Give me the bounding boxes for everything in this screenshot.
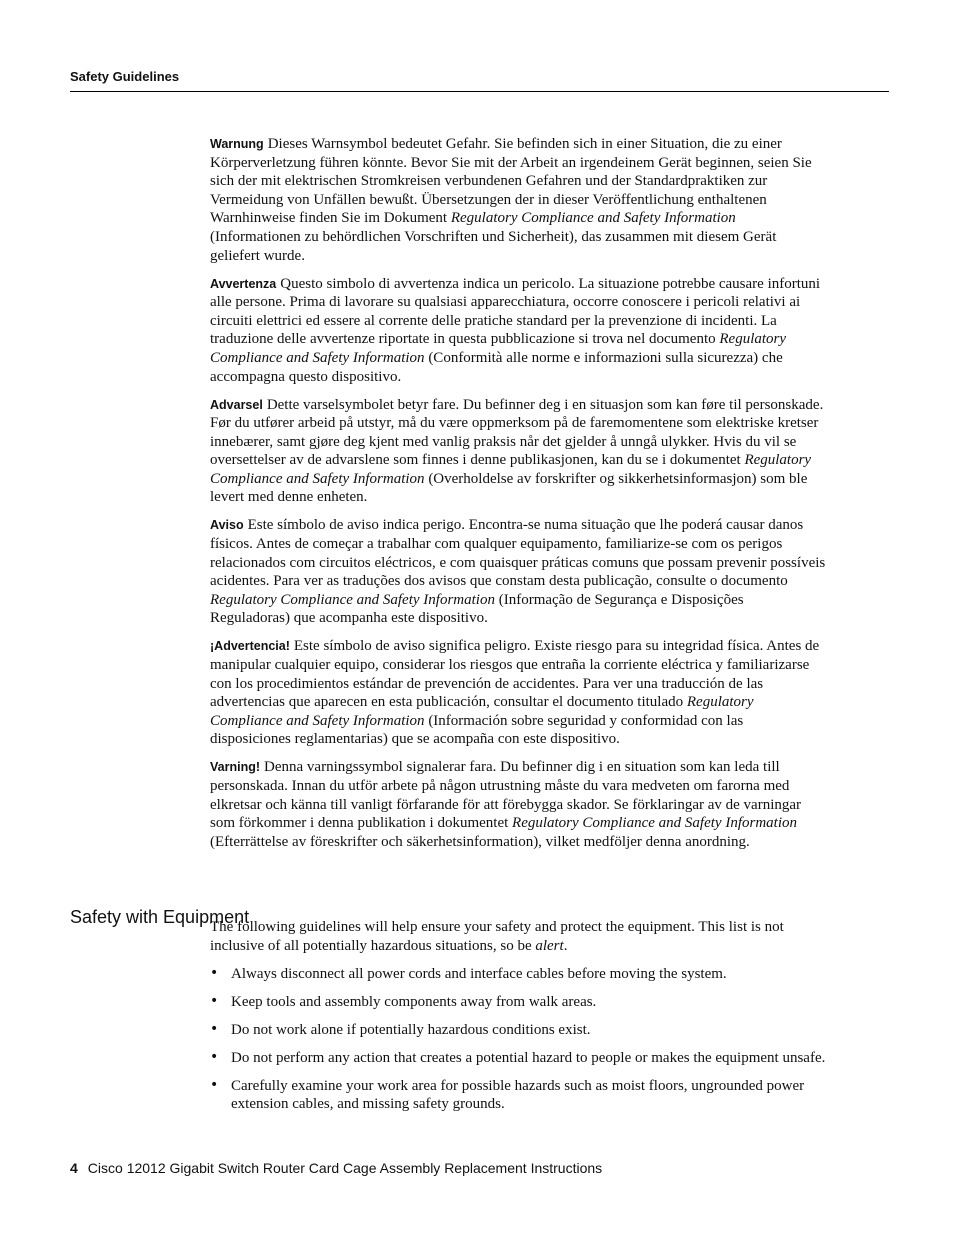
page-number: 4 xyxy=(70,1160,78,1176)
document-title: Regulatory Compliance and Safety Information xyxy=(450,210,736,227)
running-header: Safety Guidelines xyxy=(70,69,180,84)
document-title: Regulatory Compliance and Safety Information xyxy=(210,452,812,487)
document-title: Regulatory Compliance and Safety Information xyxy=(210,591,495,608)
list-item xyxy=(210,993,826,1012)
page-footer xyxy=(70,1160,602,1176)
list-item-text: Carefully examine your work area for possible hazards such as moist floors, ungrounded power extension cables, and missing safety grounds. xyxy=(231,1077,805,1113)
document-title: Regulatory Compliance and Safety Information xyxy=(210,694,754,729)
section-heading: Safety with Equipment xyxy=(70,906,250,927)
warning-text: Este símbolo de aviso significa peligro. Existe riesgo para su integridad física. Antes de manipular cualquier equipo, considerar los riesgos que entraña la corriente eléctrica y familiarizarse con los procedimientos estándar de prevención de accidentes. Para ver una traducción de las advertencias que aparecen en esta publicación, consultar el documento titulado xyxy=(210,638,820,711)
warning-label: Advarsel xyxy=(210,397,263,412)
warning-text: Dieses Warnsymbol bedeutet Gefahr. Sie befinden sich in einer Situation, die zu einer Körperverletzung führen könnte. Bevor Sie mit der Arbeit an irgendeinem Gerät beginnen, seien Sie sich der mit elektrischen Stromkreisen verbundenen Gefahren und der Standardpraktiken zur Vermeidung von Unfällen bewußt. Übersetzungen der in dieser Veröffentlichung enthaltenen Warnhinweise finden Sie im Dokument xyxy=(210,136,812,227)
list-item-text: Do not perform any action that creates a potential hazard to people or makes the equipment unsafe. xyxy=(231,1049,826,1066)
warning-italian xyxy=(210,275,826,387)
warning-label: Avvertenza xyxy=(210,276,277,291)
list-item xyxy=(210,1049,826,1068)
safety-bullet-list xyxy=(210,965,826,1114)
warning-text: (Información sobre seguridad y conformidad con las disposiciones reglamentarias) que se acompaña con este dispositivo. xyxy=(210,712,744,748)
list-item xyxy=(210,1077,826,1114)
warning-text: Questo simbolo di avvertenza indica un pericolo. La situazione potrebbe causare infortuni alle persone. Prima di lavorare su qualsiasi apparecchiatura, occorre conoscere i pericoli relativi ai circuiti elettrici ed essere al corrente delle pratiche standard per la prevenzione di incidenti. La traduzione delle avvertenze riportate in questa pubblicazione si trova nel documento xyxy=(210,275,821,348)
warning-label: ¡Advertencia! xyxy=(210,639,290,654)
document-title: Regulatory Compliance and Safety Information xyxy=(210,331,787,366)
bullet-icon: • xyxy=(210,1076,219,1093)
intro-emphasis: alert xyxy=(535,937,564,954)
bullet-icon: • xyxy=(210,992,219,1009)
warning-portuguese xyxy=(210,516,826,628)
list-item xyxy=(210,1021,826,1040)
bullet-icon: • xyxy=(210,964,219,981)
warning-text: (Overholdelse av forskrifter og sikkerhetsinformasjon) som ble levert med denne enheten. xyxy=(210,470,808,506)
warning-text: Denna varningssymbol signalerar fara. Du befinner dig i en situation som kan leda till personskada. Innan du utför arbete på någon utrustning måste du vara medveten om farorna med elkretsar och känna till vanligt förfarande för att förebygga skador. Se förklaringar av de varningar som förkommer i denna publikation i dokumentet xyxy=(210,759,802,832)
list-item xyxy=(210,965,826,984)
document-title: Regulatory Compliance and Safety Information xyxy=(512,815,797,832)
intro-text: The following guidelines will help ensure your safety and protect the equipment. This list is not inclusive of all potentially hazardous situations, so be xyxy=(210,919,784,954)
list-item-text: Always disconnect all power cords and interface cables before moving the system. xyxy=(231,965,727,982)
warning-label: Warnung xyxy=(210,137,264,151)
section-intro xyxy=(210,918,826,955)
list-item-text: Keep tools and assembly components away from walk areas. xyxy=(231,993,597,1010)
list-item-text: Do not work alone if potentially hazardous conditions exist. xyxy=(231,1021,591,1038)
warning-swedish xyxy=(210,758,826,851)
warning-text: (Informação de Segurança e Disposições Reguladoras) que acompanha este dispositivo. xyxy=(210,591,744,627)
header-rule xyxy=(70,91,889,92)
warning-norwegian xyxy=(210,396,826,508)
warning-text: (Conformità alle norme e informazioni sulla sicurezza) che accompagna questo dispositivo. xyxy=(210,349,783,385)
warning-label: Aviso xyxy=(210,518,244,533)
intro-text: . xyxy=(563,937,568,954)
warning-text: (Informationen zu behördlichen Vorschriften und Sicherheit), das zusammen mit diesem Gerät geliefert wurde. xyxy=(210,228,777,264)
document-title-footer: Cisco 12012 Gigabit Switch Router Card Cage Assembly Replacement Instructions xyxy=(87,1160,603,1176)
warning-label: Varning! xyxy=(210,760,261,775)
translated-warnings xyxy=(210,135,826,861)
warning-german xyxy=(210,135,826,265)
warning-text: Dette varselsymbolet betyr fare. Du befinner deg i en situasjon som kan føre til personskade. Før du utfører arbeid på utstyr, må du være oppmerksom på de faremomentene som elektriske kretser innebærer, samt gjøre deg kjent med vanlig praksis når det gjelder å unngå ulykker. Hvis du vil se oversettelser av de advarslene som finnes i denne publikasjonen, kan du se i dokumentet xyxy=(210,396,824,469)
section-body xyxy=(210,918,826,1123)
bullet-icon: • xyxy=(210,1048,219,1065)
warning-spanish xyxy=(210,637,826,749)
bullet-icon: • xyxy=(210,1020,219,1037)
warning-text: Este símbolo de aviso indica perigo. Encontra-se numa situação que lhe poderá causar danos físicos. Antes de começar a trabalhar com qualquer equipamento, familiarize-se com os perigos relacionados com circuitos eléctricos, e com quaisquer práticas comuns que possam prevenir possíveis acidentes. Para ver as traduções dos avisos que constam desta publicação, consulte o documento xyxy=(210,517,826,590)
warning-text: (Efterrättelse av föreskrifter och säkerhetsinformation), vilket medföljer denna anordning. xyxy=(210,833,750,850)
